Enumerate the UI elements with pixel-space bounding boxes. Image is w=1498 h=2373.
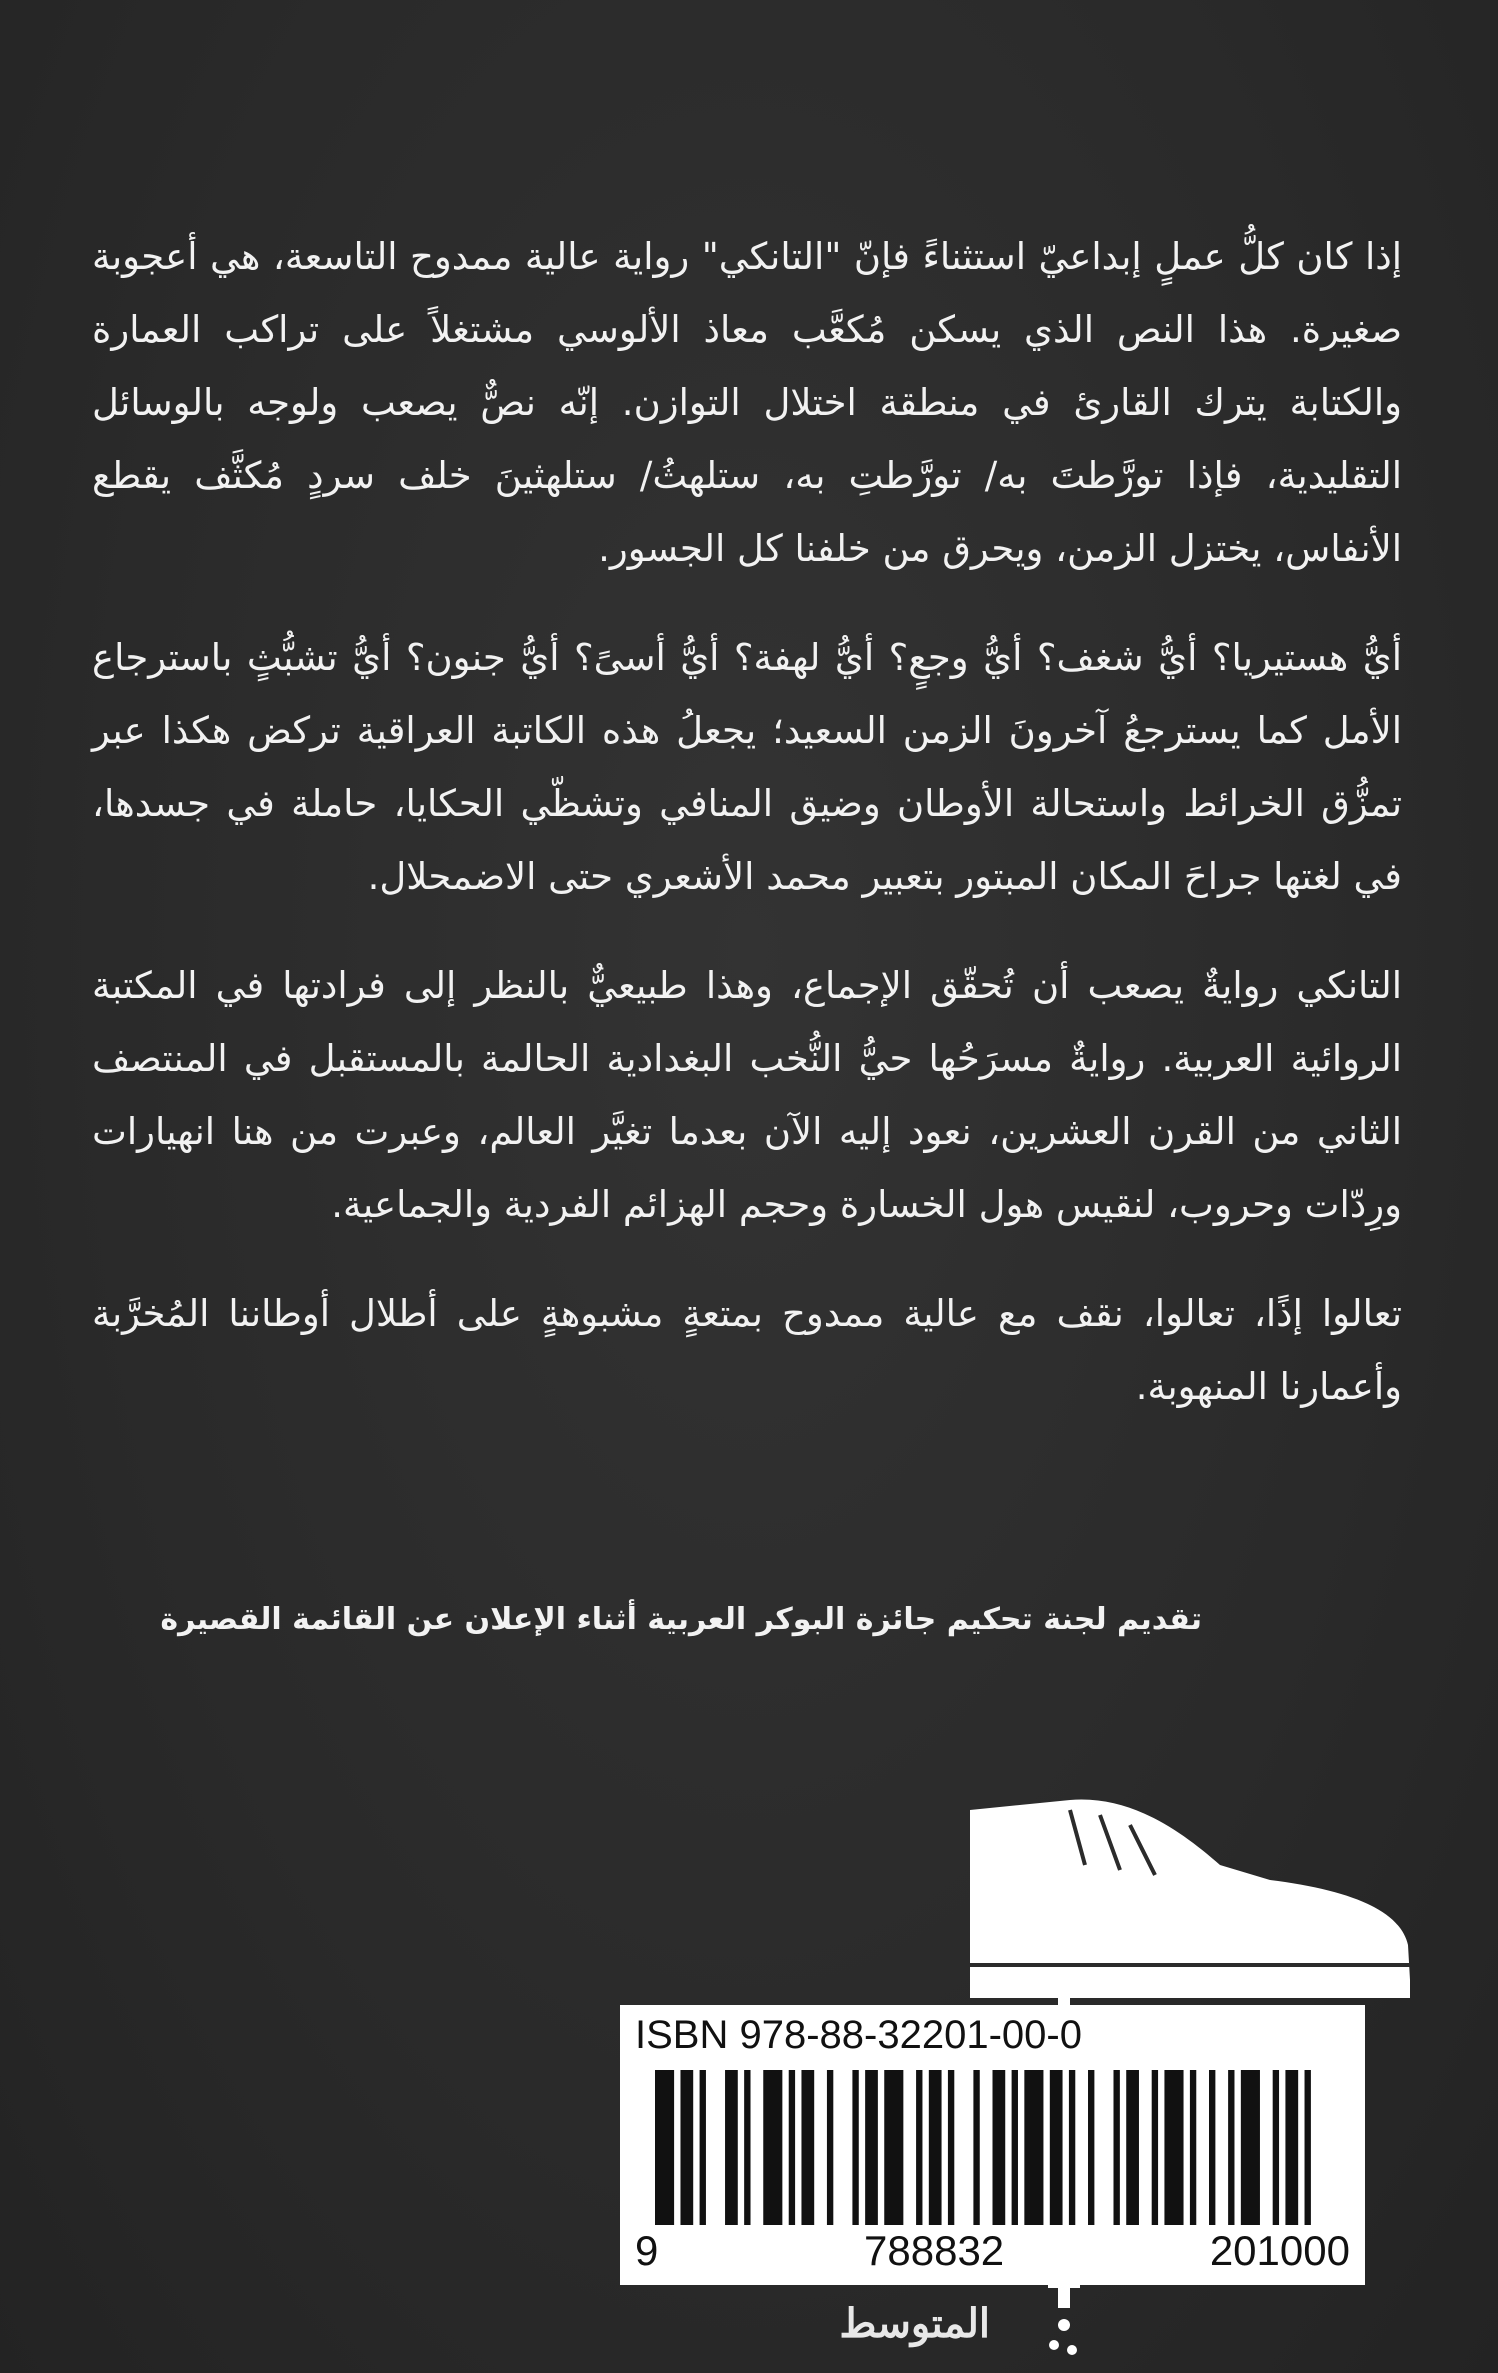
blurb-paragraph-1: إذا كان كلُّ عملٍ إبداعيّ استثناءً فإنّ "التانكي" رواية عالية ممدوح التاسعة، هي أعجوبة صغيرة. هذا النص الذي يسكن مُكعَّب معاذ الألوسي مشتغلاً على تراكب العمارة والكتابة يترك القارئ في منطقة اختلال التوازن. إنّه نصٌّ يصعب ولوجه بالوسائل التقليدية، فإذا تورَّطتَ به/ تورَّطتِ به، ستلهثُ/ ستلهثينَ خلف سردٍ مُكثَّف يقطع الأنفاس، يختزل الزمن، ويحرق من خلفنا كل الجسور. (92, 235, 1402, 570)
barcode-digits (635, 2227, 1350, 2275)
barcode-first-digit: 9 (635, 2227, 659, 2274)
isbn-label: ISBN 978-88-32201-00-0 (635, 2013, 1082, 2057)
blurb-text (92, 220, 1402, 1459)
blurb-paragraph-4: تعالوا إذًا، تعالوا، نقف مع عالية ممدوح بمتعةٍ مشبوهةٍ على أطلال أوطاننا المُخرَّبة وأعمارنا المنهوبة. (92, 1292, 1402, 1408)
blurb-paragraph-3: التانكي روايةٌ يصعب أن تُحقّق الإجماع، وهذا طبيعيٌّ بالنظر إلى فرادتها في المكتبة الروائية العربية. روايةٌ مسرَحُها حيُّ النُّخب البغدادية الحالمة بالمستقبل في المنتصف الثاني من القرن العشرين، نعود إليه الآن بعدما تغيَّر العالم، وعبرت من هنا انهيارات ورِدّات وحروب، لنقيس هول الخسارة وحجم الهزائم الفردية والجماعية. (92, 964, 1402, 1226)
blurb-paragraph-2: أيُّ هستيريا؟ أيُّ شغف؟ أيُّ وجعٍ؟ أيُّ لهفة؟ أيُّ أسىً؟ أيُّ جنون؟ أيُّ تشبُّثٍ باسترجاع الأمل كما يسترجعُ آخرونَ الزمن السعيد؛ يجعلُ هذه الكاتبة العراقية تركض هكذا عبر تمزُّق الخرائط واستحالة الأوطان وضيق المنافي وتشظّي الحكايا، حاملة في جسدها، في لغتها جراحَ المكان المبتور بتعبير محمد الأشعري حتى الاضمحلال. (92, 636, 1402, 898)
shoe-icon (950, 1770, 1420, 2010)
barcode-right-digits: 201000 (1209, 2227, 1350, 2274)
booker-caption: تقديم لجنة تحكيم جائزة البوكر العربية أثناء الإعلان عن القائمة القصيرة (160, 1602, 1202, 1637)
barcode-left-digits: 788832 (864, 2227, 1005, 2274)
barcode (655, 2070, 1330, 2225)
isbn-barcode (620, 2005, 1365, 2285)
publisher-logo: المتوسط (839, 2300, 990, 2347)
